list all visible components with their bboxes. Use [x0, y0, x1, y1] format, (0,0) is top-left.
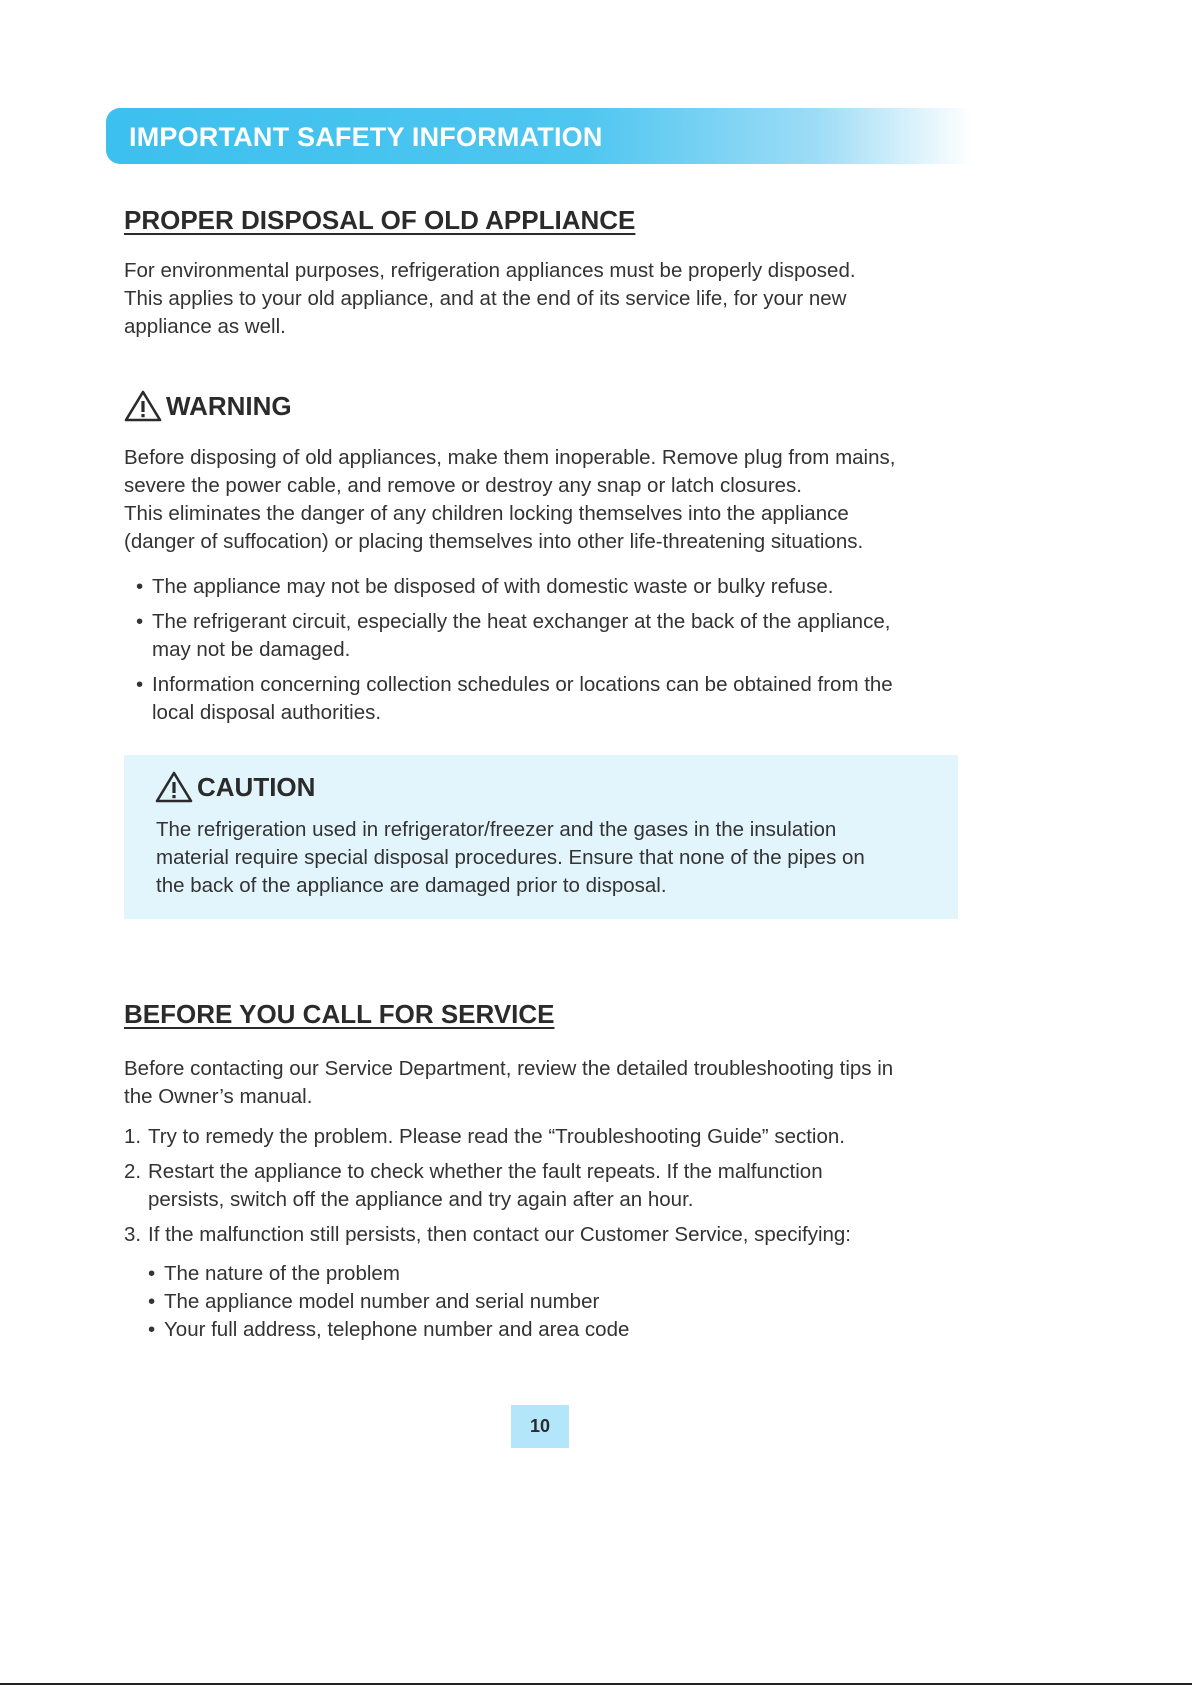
page-number-badge: 10 [511, 1405, 569, 1448]
warning-bullet-list [136, 573, 893, 734]
list-item [124, 1158, 851, 1214]
disposal-intro-line: appliance as well. [124, 315, 286, 338]
list-item [148, 1316, 629, 1344]
list-item-text: The appliance may not be disposed of with domestic waste or bulky refuse. [152, 575, 834, 598]
list-item-text: Your full address, telephone number and area code [164, 1318, 630, 1341]
list-item [136, 671, 893, 727]
list-item [148, 1260, 629, 1288]
list-item-text: Information concerning collection schedules or locations can be obtained from the local disposal authorities. [152, 673, 893, 724]
warning-triangle-icon [155, 771, 193, 803]
service-intro-line: the Owner’s manual. [124, 1085, 313, 1108]
caution-heading [155, 771, 315, 803]
section-header-title: IMPORTANT SAFETY INFORMATION [129, 122, 603, 152]
list-item [124, 1221, 851, 1249]
warning-triangle-icon [124, 390, 162, 422]
caution-text-line: material require special disposal procedures. Ensure that none of the pipes on [156, 846, 865, 869]
service-heading: BEFORE YOU CALL FOR SERVICE [124, 999, 555, 1029]
service-intro-line: Before contacting our Service Department, review the detailed troubleshooting tips in [124, 1057, 894, 1080]
bullet-dot-icon: • [136, 673, 144, 696]
caution-text-line: The refrigeration used in refrigerator/freezer and the gases in the insulation [156, 818, 837, 841]
caution-box [124, 755, 958, 919]
warning-text-line: Before disposing of old appliances, make them inoperable. Remove plug from mains, [124, 446, 896, 469]
service-specify-list [148, 1260, 629, 1344]
bullet-dot-icon: • [136, 610, 144, 633]
service-steps-list [124, 1123, 851, 1256]
caution-label: CAUTION [197, 771, 316, 802]
disposal-intro [124, 257, 856, 341]
caution-text [156, 816, 865, 900]
service-intro [124, 1055, 893, 1111]
disposal-heading: PROPER DISPOSAL OF OLD APPLIANCE [124, 205, 636, 235]
bullet-dot-icon: • [136, 575, 144, 598]
warning-label: WARNING [166, 390, 292, 421]
caution-text-line: the back of the appliance are damaged prior to disposal. [156, 874, 667, 897]
list-item-text: The appliance model number and serial number [164, 1290, 600, 1313]
bullet-dot-icon: • [148, 1262, 156, 1285]
warning-heading [124, 390, 292, 422]
step-text: Restart the appliance to check whether the fault repeats. If the malfunction persists, switch off the appliance and try again after an hour. [148, 1160, 823, 1211]
list-item-text: The refrigerant circuit, especially the heat exchanger at the back of the appliance, may not be damaged. [152, 610, 891, 661]
section-header-bar [106, 108, 972, 164]
step-number: 3. [124, 1223, 142, 1246]
list-item-text: The nature of the problem [164, 1262, 400, 1285]
list-item [136, 608, 893, 664]
disposal-intro-line: For environmental purposes, refrigeration appliances must be properly disposed. [124, 259, 856, 282]
disposal-intro-line: This applies to your old appliance, and at the end of its service life, for your new [124, 287, 847, 310]
warning-text [124, 444, 895, 556]
warning-text-line: (danger of suffocation) or placing themselves into other life-threatening situations. [124, 530, 864, 553]
warning-text-line: This eliminates the danger of any children locking themselves into the appliance [124, 502, 849, 525]
bullet-dot-icon: • [148, 1318, 156, 1341]
step-text: Try to remedy the problem. Please read the “Troubleshooting Guide” section. [148, 1125, 845, 1148]
bullet-dot-icon: • [148, 1290, 156, 1313]
step-text: If the malfunction still persists, then contact our Customer Service, specifying: [148, 1223, 851, 1246]
list-item [148, 1288, 629, 1316]
step-number: 2. [124, 1160, 142, 1183]
list-item [124, 1123, 851, 1151]
list-item [136, 573, 893, 601]
step-number: 1. [124, 1125, 142, 1148]
warning-text-line: severe the power cable, and remove or destroy any snap or latch closures. [124, 474, 802, 497]
